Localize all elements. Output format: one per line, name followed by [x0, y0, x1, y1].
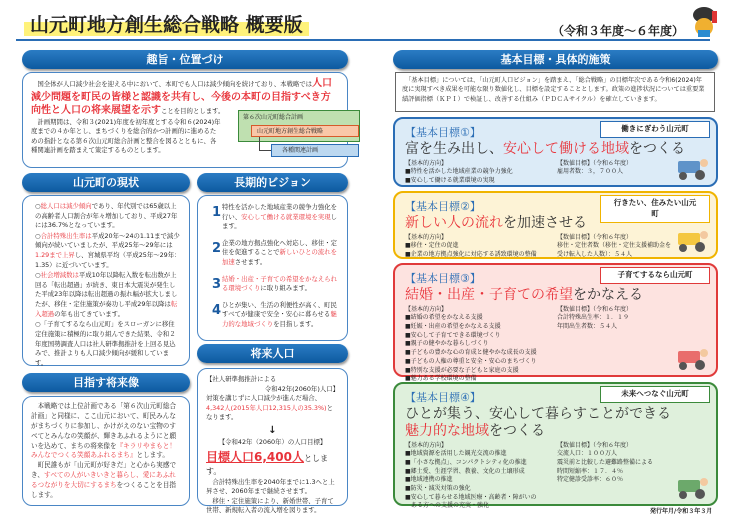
kpi-item: 時間短縮率：１７．４％ — [557, 467, 624, 475]
goal-label: 【基本目標①】 — [405, 126, 481, 139]
kpi-label: 【数値目標】（令和６年度） — [557, 441, 633, 449]
kpi-item: 年間出生者数：５４人 — [557, 323, 618, 331]
text-segment: し、宮城県平均（平成25年～29年：1.35）に近づいています。 — [35, 251, 181, 269]
goal-headline — [405, 141, 706, 158]
projection-heading-year: 令和42年(2060年)人口】 — [264, 384, 339, 393]
direction-item: ■企業の地方拠点強化に対応する誘致環境の整備 — [405, 251, 537, 259]
down-arrow-icon: ↓ — [268, 425, 277, 437]
projection-heading: 【社人研準拠推計による — [206, 375, 277, 383]
direction-item: ■地域資源を活用した観光交流の推進 — [405, 450, 507, 458]
text-segment: をつくることを目指します。 — [31, 481, 176, 500]
goals-intro: 「基本目標」については、「山元町人口ビジョン」を踏まえ、「総合戦略」の目標年次である令和6(2024)年度に実現すべき成果を可能な限り数値化し、目標を設定することとします。政策の進捗状況については重要業績評価指標（ＫＰＩ）で検証し、改善する仕組み（ＰＤＣＡサイクル）を確立していきます。 — [395, 72, 715, 112]
page-title: 山元町地方創生総合戦略 概要版 — [24, 8, 309, 39]
vision-box — [197, 195, 348, 341]
text-segment: ひとが集い、生活の利便性が高く、町民すべてが健康で安全・安心に暮らせる — [222, 300, 337, 319]
direction-label: 【基本的方向】 — [405, 233, 448, 241]
highlight-text: 新しいひとの流れを加速 — [222, 248, 338, 267]
vision-item — [206, 301, 339, 330]
direction-item: ■妊娠・出産の希望をかなえる支援 — [405, 323, 501, 331]
goal-headline — [405, 287, 706, 304]
goal-card-2 — [393, 191, 718, 259]
direction-label: 【基本的方向】 — [405, 441, 448, 449]
kpi-label: 【数値目標】（令和６年度） — [557, 305, 633, 313]
text-segment: ひとが集う、安心して暮らすことができる — [405, 405, 671, 422]
highlight-text: 人口減少問題を町民の皆様と認識を共有し、今後の本町の目指すべき方向性と人口の将来展望を示す — [31, 78, 333, 116]
direction-item: ■移住・定住の促進 — [405, 242, 459, 250]
vision-text — [222, 275, 339, 294]
goal-label: 【基本目標②】 — [405, 200, 481, 213]
direction-label: 【基本的方向】 — [405, 305, 448, 313]
highlight-text: すべての人がいきいきと暮らし、愛にあふれるつながりを大切にするまち — [31, 471, 176, 490]
future-paragraph — [31, 402, 181, 461]
current-item — [35, 320, 181, 368]
target-heading: 【令和42年（2060年）の人口目標】 — [218, 438, 327, 447]
direction-item: ある方への支援の充実・強化 — [405, 502, 490, 510]
strategy-box: 山元町地方創生総合戦略 — [251, 125, 359, 137]
migration-text: 移住・定住施策により、新婚世帯、子育て世帯、新規転入者の流入増を図ります。 — [206, 496, 334, 515]
highlight-text: 安心して働ける地域 — [503, 140, 629, 157]
purpose-box — [22, 72, 348, 168]
text-segment: 対策を講じずに人口減少が進んだ場合、 — [206, 394, 322, 403]
text-segment: させます。 — [234, 258, 267, 267]
direction-item: ■子どもの豊かな心の育成と健やかな成長の支援 — [405, 349, 537, 357]
direction-item: ■安心して子育てできる環境づくり — [405, 331, 501, 339]
related-plans-box: 各種関連計画 — [271, 144, 359, 157]
population-box — [197, 368, 348, 515]
highlight-text: 4,342人(2015年人口12,315人の35.3%) — [206, 403, 327, 412]
text-segment: を加速させる — [503, 214, 587, 231]
text-segment: をかなえる — [573, 286, 643, 303]
kpi-label: 【数値目標】（令和６年度） — [557, 159, 633, 167]
direction-item: ■魅力ある学校環境の整備 — [405, 375, 477, 383]
current-item — [35, 202, 181, 231]
kpi-item: 受け転入した人数）：５４人 — [557, 251, 633, 259]
text-segment: ○「子育てするなら山元町」をスローガンに移住定住施策に積極的に取り組んできた結果、令和２年度国勢調査人口は社人研準拠推計を上回る見込みで、推計よりも人口減少傾向が緩和しています。 — [35, 320, 176, 367]
birthrate-text: 合計特殊出生率を2040年までに1.3へと上昇させ、2060年まで継続させます。 — [206, 477, 335, 496]
text-segment: をつくる — [489, 422, 545, 439]
goals-banner: 基本目標・具体的施策 — [393, 50, 718, 69]
highlight-text: 結婚・出産・子育ての希望をかなえられる環境づくり — [222, 274, 338, 293]
comprehensive-plan-label: 第６次山元町総合計画 — [243, 114, 304, 121]
text-segment: ○ — [35, 231, 41, 240]
plan-period-paragraph: 計画期間は、令和３(2021)年度を初年度とする令和６(2024)年度までの４か年とし、まちづくりを総合的かつ計画的に進めるための指針となる第６次山元町総合計画と整合を図るとともに、各種関連計画を踏まえて策定するものとします。 — [31, 117, 221, 155]
direction-label: 【基本的方向】 — [405, 159, 448, 167]
highlight-text: 魅力的な地域づくり — [222, 310, 337, 329]
highlight-text: 新しい人の流れ — [405, 214, 503, 231]
goal-card-4 — [393, 382, 718, 510]
current-box — [22, 195, 190, 366]
kpi-item: 交流人口：１００万人 — [557, 450, 618, 458]
future-paragraph — [31, 461, 181, 501]
text-segment: 本戦略では上位計画である「第６次山元町総合計画」と同様に、ここ山元において、町民みんながまちづくりに参加し、かけがえのない宝物のすべてとみんなの笑顔が、輝きあふれるようにと願いを込めて、まちの将来像を — [31, 402, 177, 450]
future-banner: 目指す将来像 — [22, 373, 190, 392]
direction-item: ■子どもの人権の尊重と安全・安心のまちづくり — [405, 357, 537, 365]
target-population: 目標人口6,400人 — [206, 449, 304, 464]
mascot-icon — [690, 5, 720, 39]
highlight-text: 結婚・出産・子育ての希望 — [405, 286, 573, 303]
text-segment: 平成10年以降転入数を転出数が上回る「転出超過」が続き、東日本大震災が発生した平成23年以降は転出超過の振れ幅が拡大しましたが、移住・定住施策が奏功し平成29年以降は — [35, 271, 178, 309]
direction-item: ■郷土愛、生涯学習、教養、文化の土壌形成 — [405, 467, 525, 475]
text-segment: の年も出てきています。 — [54, 309, 124, 318]
header-divider — [16, 39, 710, 41]
diagram-connector — [259, 137, 260, 150]
text-segment: を目指します。 — [273, 320, 318, 329]
highlight-text: 転入超過 — [35, 300, 178, 318]
vision-number: 1 — [212, 205, 222, 220]
text-segment: となります。 — [206, 403, 333, 422]
vision-number: 3 — [212, 276, 222, 292]
highlight-text: 『キラリやまもと！みんなでつくる笑顔あふれるまち』 — [31, 441, 176, 460]
highlight-text: 安心して働ける就業環境を実現 — [241, 212, 331, 221]
highlight-text: 社会増減数は — [40, 271, 79, 280]
publication-date: 発行年月/令和３年３月 — [650, 508, 713, 515]
kpi-item: 合計特殊出生率：１．１９ — [557, 314, 630, 322]
kpi-item: 震災前と比較した避難路整備による — [557, 458, 654, 466]
goal-tagline: 未来へつなぐ山元町 — [600, 386, 710, 403]
vision-item — [206, 275, 339, 294]
text-segment: 町民誰もが「山元町が好きだ」と心から実感でき、 — [31, 461, 177, 480]
diagram-connector — [259, 150, 271, 151]
highlight-text: 総人口は減少傾向 — [40, 202, 92, 210]
vision-number: 4 — [212, 302, 222, 318]
direction-item: ■安心して暮らせる地域医療・高齢者・障がいの — [405, 493, 537, 501]
plan-period: （令和３年度～６年度） — [552, 24, 685, 38]
future-box — [22, 396, 190, 506]
goal-label: 【基本目標④】 — [405, 391, 481, 404]
goal-tagline: 行きたい、住みたい山元町 — [600, 195, 710, 223]
current-item — [35, 232, 181, 270]
kpi-item: 移住・定住者数（移住・定住支援補助金を — [557, 242, 672, 250]
vision-item — [206, 203, 339, 232]
goal-headline — [405, 406, 706, 440]
goal-label: 【基本目標③】 — [405, 272, 481, 285]
highlight-text: 魅力的な地域 — [405, 422, 489, 439]
text-segment: であり、年代別では65歳以上の高齢者人口割合が年々増加しており、平成27年には36.7%となっています。 — [35, 202, 178, 230]
projection-text — [206, 394, 339, 423]
direction-item: ■特性を活かした地域産業の競争力強化 — [405, 168, 513, 176]
highlight-text: 1.29まで上昇 — [35, 251, 75, 260]
vision-text — [222, 301, 339, 330]
text-segment: 平成20年～24の1.11まで減少傾向が続いていましたが、平成25年～29年には — [35, 231, 180, 250]
population-banner: 将来人口 — [197, 344, 348, 363]
goal-tagline: 子育てするなら山元町 — [600, 267, 710, 284]
direction-item: ■「小さな拠点」、コンパクトシティ化の推進 — [405, 458, 527, 466]
purpose-banner: 趣旨・位置づけ — [22, 50, 348, 69]
vision-item — [206, 239, 339, 268]
direction-item: ■地域連携の推進 — [405, 476, 453, 484]
direction-item: ■特別な支援が必要な子どもと家庭の支援 — [405, 366, 519, 374]
text-segment: 富を生み出し、 — [405, 140, 503, 157]
kpi-label: 【数値目標】（令和６年度） — [557, 233, 633, 241]
vision-number: 2 — [212, 240, 222, 256]
kpi-item: 特定健診受診率：６０％ — [557, 476, 624, 484]
direction-item: ■防災・減災対策の強化 — [405, 484, 471, 492]
text-segment: 特性を活かした地域産業の競争力強化を行い、 — [222, 203, 338, 221]
goal-card-1 — [393, 117, 718, 187]
goal-card-3 — [393, 263, 718, 383]
current-item — [35, 271, 181, 319]
kpi-item: 雇用者数：３，７００人 — [557, 168, 624, 176]
text-segment: します。 — [222, 212, 338, 231]
highlight-text: 合計特殊出生率は — [40, 231, 92, 240]
vision-banner: 長期的ビジョン — [197, 173, 348, 192]
text-segment: に取り組みます。 — [260, 284, 311, 293]
text-segment: ことを目的とします。 — [161, 107, 225, 115]
text-segment: 国全体が人口減少社会を迎える中において、本町でも人口は減少傾向を続けており、本戦略では — [31, 80, 313, 88]
text-segment: ○ — [35, 202, 41, 210]
current-banner: 山元町の現状 — [22, 173, 190, 192]
text-segment: ○ — [35, 271, 41, 280]
text-segment: とします。 — [136, 451, 169, 460]
direction-item: ■結婚の希望をかなえる支援 — [405, 314, 483, 322]
target-suffix: とします。 — [206, 453, 328, 476]
goal-tagline: 働きにぎわう山元町 — [600, 121, 710, 138]
text-segment: をつくる — [629, 140, 685, 157]
vision-text — [222, 203, 339, 232]
text-segment: 企業の地方拠点強化へ対応し、移住・定住を促進することで — [222, 238, 338, 257]
direction-item: ■親子の健やかな暮らしづくり — [405, 340, 489, 348]
vision-text — [222, 239, 339, 268]
direction-item: ■安心して働ける就業環境の実現 — [405, 177, 495, 185]
